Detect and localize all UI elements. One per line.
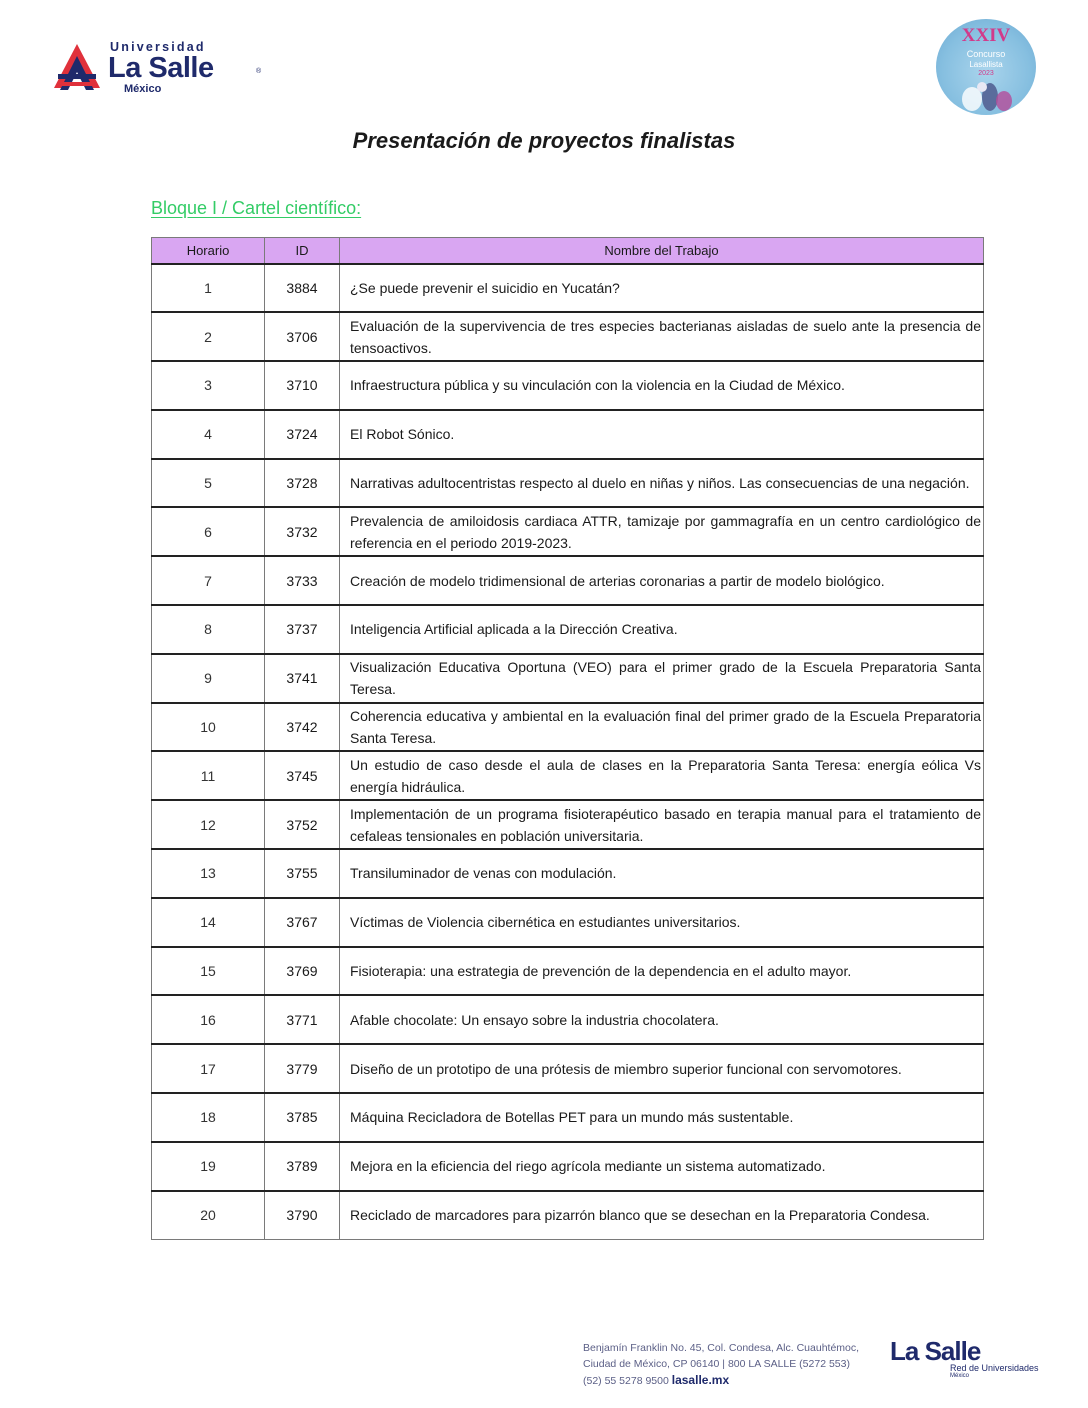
cell-horario: 3 [152, 361, 265, 410]
cell-horario: 15 [152, 947, 265, 996]
website-link[interactable]: lasalle.mx [671, 1373, 730, 1387]
table-row [152, 703, 984, 752]
table-row [152, 459, 984, 508]
projects-table [151, 237, 984, 1240]
table-row [152, 849, 984, 898]
university-logo [52, 38, 262, 98]
cell-nombre: Creación de modelo tridimensional de arterias coronarias a partir de modelo biológico. [340, 556, 984, 605]
cell-id: 3785 [265, 1093, 340, 1142]
cell-nombre: El Robot Sónico. [340, 410, 984, 459]
cell-id: 3745 [265, 751, 340, 800]
cell-nombre: Máquina Recicladora de Botellas PET para un mundo más sustentable. [340, 1093, 984, 1142]
cell-horario: 12 [152, 800, 265, 849]
cell-horario: 17 [152, 1044, 265, 1093]
cell-nombre: Diseño de un prototipo de una prótesis de miembro superior funcional con servomotores. [340, 1044, 984, 1093]
cell-id: 3737 [265, 605, 340, 654]
cell-id: 3706 [265, 312, 340, 361]
footer-logo-subtitle: Red de Universidades [950, 1363, 1039, 1373]
cell-id: 3710 [265, 361, 340, 410]
cell-horario: 16 [152, 995, 265, 1044]
cell-horario: 18 [152, 1093, 265, 1142]
phone-number: (52) 55 5278 9500 [583, 1375, 669, 1387]
cell-nombre: Víctimas de Violencia cibernética en estudiantes universitarios. [340, 898, 984, 947]
cell-nombre: Inteligencia Artificial aplicada a la Dirección Creativa. [340, 605, 984, 654]
table-row [152, 1093, 984, 1142]
table-row [152, 1191, 984, 1240]
table-row [152, 312, 984, 361]
header-id: ID [265, 238, 340, 264]
table-row [152, 995, 984, 1044]
cell-horario: 20 [152, 1191, 265, 1240]
cell-nombre: Un estudio de caso desde el aula de clases en la Preparatoria Santa Teresa: energía eólica Vs energía hidráulica. [340, 751, 984, 800]
table-row [152, 605, 984, 654]
cell-nombre: Implementación de un programa fisioterapéutico basado en terapia manual para el tratamiento de cefaleas tensionales en población universitaria. [340, 800, 984, 849]
cell-id: 3884 [265, 264, 340, 313]
table-row [152, 800, 984, 849]
cell-nombre: Visualización Educativa Oportuna (VEO) para el primer grado de la Escuela Preparatoria Santa Teresa. [340, 654, 984, 703]
header-horario: Horario [152, 238, 265, 264]
cell-nombre: Evaluación de la supervivencia de tres especies bacterianas aisladas de suelo ante la presencia de tensoactivos. [340, 312, 984, 361]
page-title: Presentación de proyectos finalistas [352, 128, 736, 153]
table-row [152, 654, 984, 703]
cell-horario: 13 [152, 849, 265, 898]
cell-id: 3732 [265, 507, 340, 556]
table-row [152, 1044, 984, 1093]
cell-horario: 9 [152, 654, 265, 703]
cell-id: 3790 [265, 1191, 340, 1240]
cell-id: 3728 [265, 459, 340, 508]
table-row [152, 947, 984, 996]
table-row [152, 556, 984, 605]
cell-nombre: ¿Se puede prevenir el suicidio en Yucatán? [340, 264, 984, 313]
cell-horario: 1 [152, 264, 265, 313]
cell-nombre: Narrativas adultocentristas respecto al duelo en niñas y niños. Las consecuencias de una negación. [340, 459, 984, 508]
table-row [152, 410, 984, 459]
cell-id: 3789 [265, 1142, 340, 1191]
contest-badge [936, 19, 1036, 115]
badge-artwork-icon [954, 77, 1018, 113]
cell-id: 3767 [265, 898, 340, 947]
table-row [152, 507, 984, 556]
table-header-row [152, 238, 984, 264]
badge-year: 2023 [978, 70, 994, 77]
table-row [152, 361, 984, 410]
badge-line1: Concurso [966, 49, 1006, 59]
cell-nombre: Prevalencia de amiloidosis cardiaca ATTR, tamizaje por gammagrafía en un centro cardiológico de referencia en el periodo 2019-2023. [340, 507, 984, 556]
cell-id: 3741 [265, 654, 340, 703]
cell-id: 3742 [265, 703, 340, 752]
cell-nombre: Reciclado de marcadores para pizarrón blanco que se desechan en la Preparatoria Condesa. [340, 1191, 984, 1240]
cell-id: 3771 [265, 995, 340, 1044]
cell-horario: 10 [152, 703, 265, 752]
contact-line [583, 1372, 859, 1389]
cell-horario: 14 [152, 898, 265, 947]
table-row [152, 898, 984, 947]
table-row [152, 264, 984, 313]
table-row [152, 751, 984, 800]
section-subtitle: Bloque I / Cartel científico: [151, 198, 362, 218]
address-line2: Ciudad de México, CP 06140 | 800 LA SALLE (5272 553) [583, 1358, 850, 1370]
badge-numeral: XXIV [961, 25, 1011, 46]
cell-horario: 5 [152, 459, 265, 508]
cell-nombre: Mejora en la eficiencia del riego agrícola mediante un sistema automatizado. [340, 1142, 984, 1191]
logo-text-universidad: Universidad [110, 40, 206, 54]
footer-address [583, 1340, 859, 1389]
cell-id: 3733 [265, 556, 340, 605]
logo-registered-mark: ® [256, 68, 262, 75]
cell-horario: 19 [152, 1142, 265, 1191]
cell-nombre: Coherencia educativa y ambiental en la evaluación final del primer grado de la Escuela Preparatoria Santa Teresa. [340, 703, 984, 752]
footer-logo-text: La Salle [890, 1336, 981, 1366]
cell-horario: 8 [152, 605, 265, 654]
cell-nombre: Transiluminador de venas con modulación. [340, 849, 984, 898]
cell-horario: 7 [152, 556, 265, 605]
address-line1: Benjamín Franklin No. 45, Col. Condesa, Alc. Cuauhtémoc, [583, 1342, 860, 1354]
cell-nombre: Fisioterapia: una estrategia de prevención de la dependencia en el adulto mayor. [340, 947, 984, 996]
badge-line2: Lasallista [969, 60, 1003, 69]
cell-id: 3779 [265, 1044, 340, 1093]
cell-id: 3755 [265, 849, 340, 898]
cell-horario: 4 [152, 410, 265, 459]
table-row [152, 1142, 984, 1191]
cell-horario: 11 [152, 751, 265, 800]
cell-id: 3769 [265, 947, 340, 996]
cell-nombre: Infraestructura pública y su vinculación con la violencia en la Ciudad de México. [340, 361, 984, 410]
cell-horario: 2 [152, 312, 265, 361]
cell-id: 3724 [265, 410, 340, 459]
footer-logo [890, 1328, 1050, 1378]
footer-logo-country: México [950, 1373, 970, 1379]
logo-text-mexico: México [124, 83, 162, 95]
cell-id: 3752 [265, 800, 340, 849]
cell-nombre: Afable chocolate: Un ensayo sobre la industria chocolatera. [340, 995, 984, 1044]
header-nombre: Nombre del Trabajo [340, 238, 984, 264]
lasalle-emblem-icon [52, 42, 102, 94]
cell-horario: 6 [152, 507, 265, 556]
logo-text-lasalle: La Salle [108, 52, 214, 84]
